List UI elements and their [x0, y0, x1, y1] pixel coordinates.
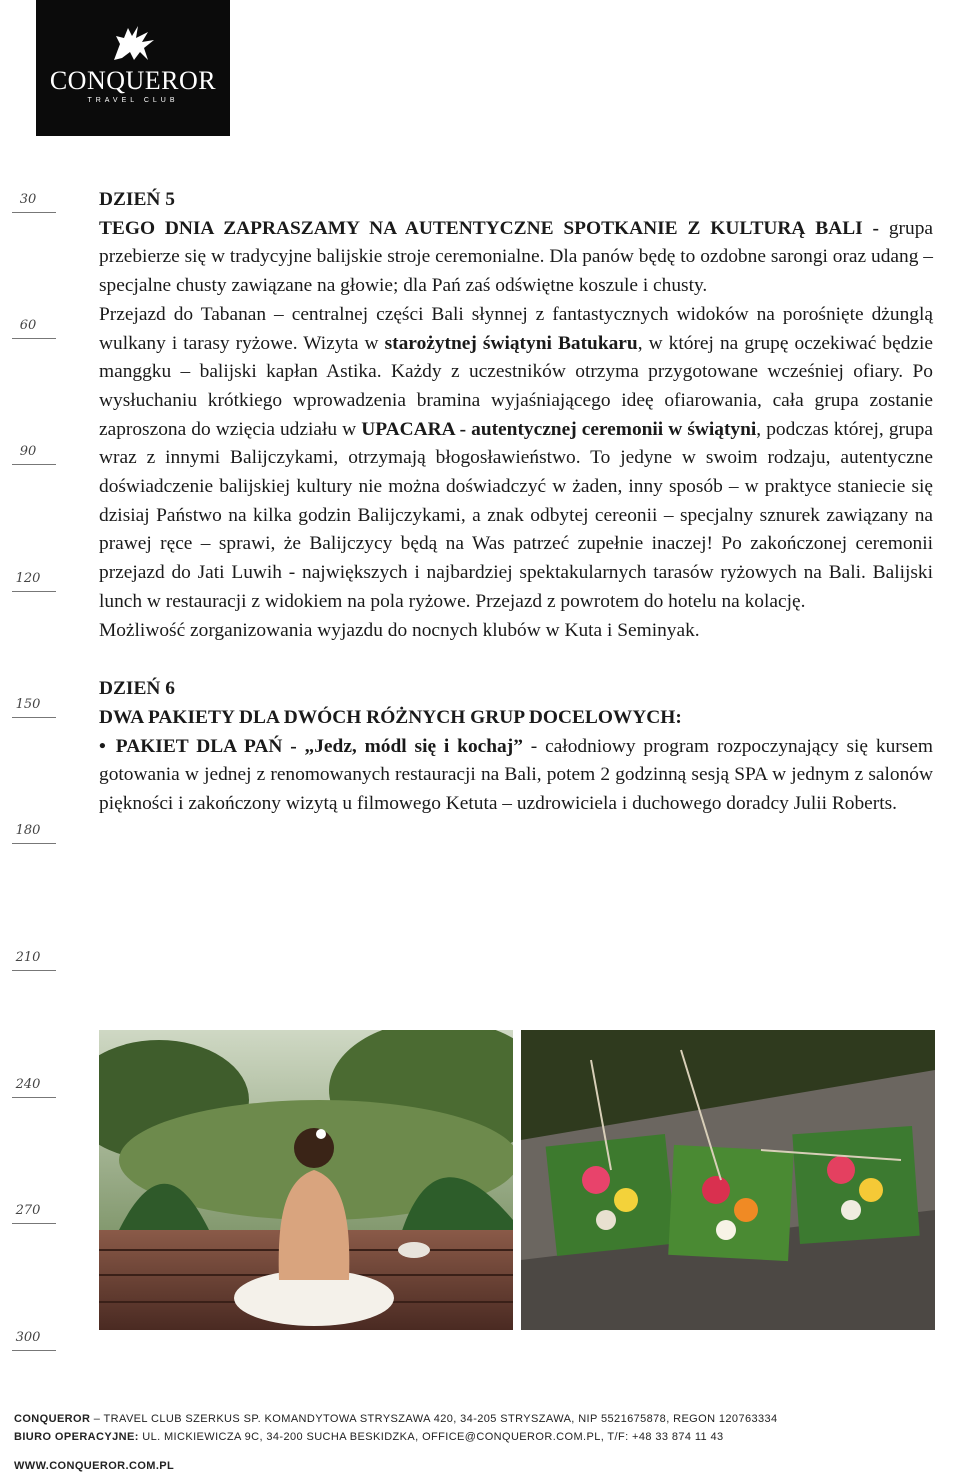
day5-note: Możliwość zorganizowania wyjazdu do nocnych klubów w Kuta i Seminyak. — [99, 619, 700, 641]
meditation-photo — [99, 1030, 513, 1330]
footer-company-name: CONQUEROR — [14, 1413, 91, 1425]
day6-title: DZIEŃ 6 — [99, 678, 175, 700]
footer-office-label: BIURO OPERACYJNE: — [14, 1431, 139, 1443]
footer-office — [14, 1431, 944, 1443]
footer-company — [14, 1413, 944, 1425]
day5-lead-heading: TEGO DNIA ZAPRASZAMY NA AUTENTYCZNE SPOTKANIE Z KULTURĄ BALI - — [99, 217, 879, 239]
ruler-mark: 240 — [12, 1077, 44, 1092]
package-ladies — [99, 733, 933, 819]
day5-body-text: Przejazd do Tabanan – centralnej części Bali słynnej z fantastycznych widoków na porośnięte dżunglą wulkany i tarasy ryżowe. Wizyta w — [99, 303, 933, 354]
footer-company-details: – TRAVEL CLUB SZERKUS SP. KOMANDYTOWA STRYSZAWA 420, 34-205 STRYSZAWA, NIP 5521675878, REGON 120763334 — [90, 1413, 778, 1425]
ruler-mark: 210 — [12, 950, 44, 965]
ceremony-name: UPACARA - autentycznej ceremonii w świątyni — [361, 418, 757, 440]
day5-body-text: , w której na grupę oczekiwać będzie manggku – balijski kapłan Astika. Każdy z uczestników otrzyma przygotowane wcześniej ofiary. Po wysłuchaniu krótkiego wprowadzenia bramina wyjaśniającego ideę ofiarowania, cała grupa zostanie zaproszona do wzięcia udziału w — [99, 332, 933, 440]
offerings-photo — [521, 1030, 935, 1330]
ruler-mark: 150 — [12, 697, 44, 712]
day5-lead — [99, 215, 933, 301]
footer-office-details: UL. MICKIEWICZA 9C, 34-200 SUCHA BESKIDZKA, OFFICE@CONQUEROR.COM.PL, T/F: +48 33 874 11 43 — [138, 1431, 724, 1443]
ruler-mark: 300 — [12, 1330, 44, 1345]
package-ladies-title: PAKIET DLA PAŃ - „Jedz, módl się i kochaj” — [115, 735, 523, 757]
ruler-mark: 270 — [12, 1203, 44, 1218]
day5-lead-text: grupa przebierze się w tradycyjne balijskie stroje ceremonialne. Dla panów będę to ozdobne sarongi oraz udang – specjalne chusty zawiązane na głowie; dla Pań zaś odświętne koszule i chusty. — [99, 217, 933, 297]
ruler-mark: 60 — [12, 318, 44, 333]
day5-body — [99, 301, 933, 617]
ruler-mark: 90 — [12, 444, 44, 459]
temple-name: starożytnej świątyni Batukaru — [384, 332, 638, 354]
ruler-mark: 120 — [12, 571, 44, 586]
package-ladies-text: - całodniowy program rozpoczynający się kursem gotowania w jednej z renomowanych restauracji na Bali, potem 2 godzinną sesją SPA w jednym z salonów piękności i zakończony wizytą u filmowego Ketuta – uzdrowiciela i duchowego doradcy Julii Roberts. — [99, 735, 933, 815]
itinerary-text — [99, 186, 933, 819]
ruler-mark: 30 — [12, 192, 44, 207]
company-logo — [36, 0, 230, 136]
day6-subtitle: DWA PAKIETY DLA DWÓCH RÓŻNYCH GRUP DOCELOWYCH: — [99, 706, 682, 728]
day5-body-text: , podczas której, grupa wraz z innymi Balijczykami, otrzymają błogosławieństwo. To jedyne w swoim rodzaju, autentyczne doświadczenie balijskiej kultury nie można doświadczyć w żaden, inny sposób – w praktyce staniecie się dzisiaj Państwo na kilka godzin Balijczykami, a znak odbytej cereonii – specjalny sznurek zawiązany na prawej ręce – sprawi, że Balijczycy będą na Was patrzeć zupełnie inaczej! Po zakończonej ceremonii przejazd do Jati Luwih - największych i najbardziej spektakularnych tarasów ryżowych na Bali. Balijski lunch w restauracji z widokiem na pola ryżowe. Przejazd z powrotem do hotelu na kolację. — [99, 418, 933, 612]
griffin-icon — [108, 22, 158, 64]
ruler-mark: 180 — [12, 823, 44, 838]
logo-subtitle: TRAVEL CLUB — [87, 97, 179, 104]
logo-brand: CONQUEROR — [49, 66, 217, 95]
website-link[interactable]: WWW.CONQUEROR.COM.PL — [14, 1460, 175, 1472]
day5-title: DZIEŃ 5 — [99, 189, 175, 210]
